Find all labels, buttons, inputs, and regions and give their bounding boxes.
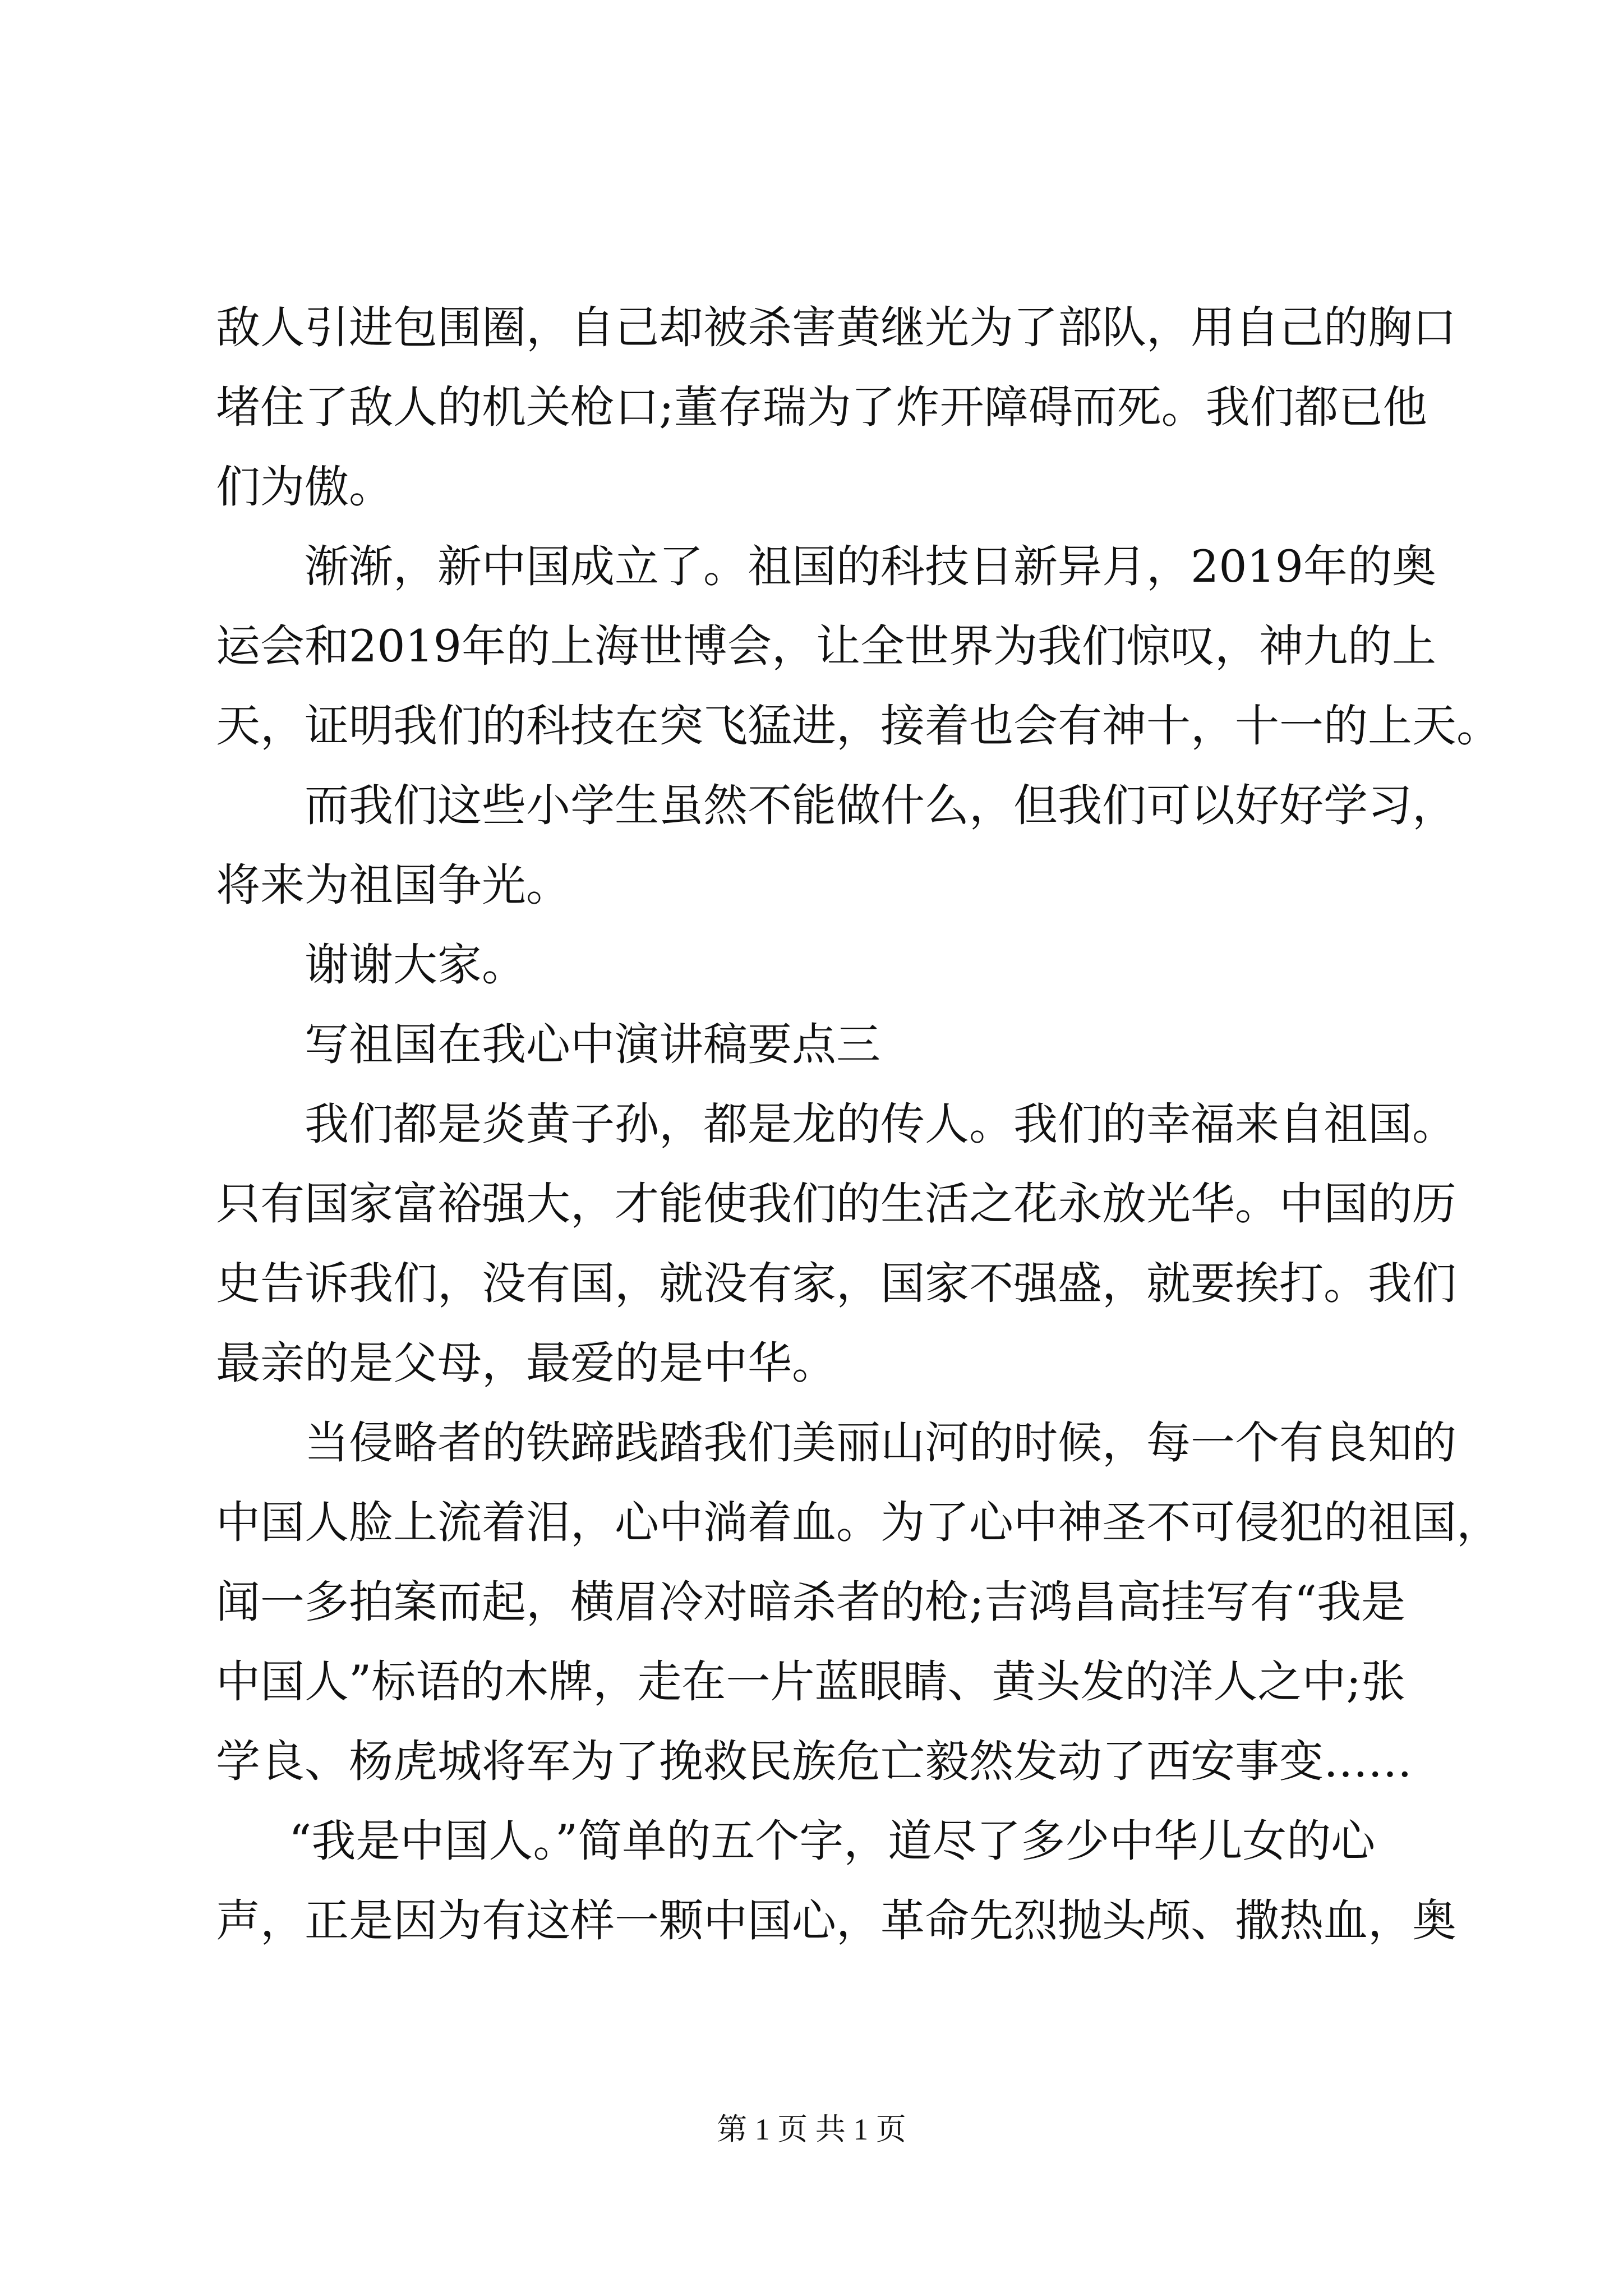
text-line: 将来为祖国争光。 (216, 859, 570, 911)
text-line: 声，正是因为有这样一颗中国心，革命先烈抛头颅、撒热血，奥 (216, 1895, 1456, 1947)
paragraph-first-line: 我们都是炎黄子孙，都是龙的传人。我们的幸福来自祖国。 (305, 1098, 1456, 1150)
text-line: 们为傲。 (216, 461, 393, 513)
text-line: 只有国家富裕强大，才能使我们的生活之花永放光华。中国的历 (216, 1178, 1456, 1230)
page-footer: 第 1 页 共 1 页 (717, 2113, 906, 2146)
text-line: 运会和2019年的上海世博会，让全世界为我们惊叹，神九的上 (216, 620, 1437, 672)
paragraph-first-line: 谢谢大家。 (305, 939, 526, 991)
paragraph-first-line: 当侵略者的铁蹄践踏我们美丽山河的时候，每一个有良知的 (305, 1417, 1456, 1469)
paragraph-first-line: 而我们这些小学生虽然不能做什么，但我们可以好好学习， (305, 780, 1456, 831)
text-line: 史告诉我们，没有国，就没有家，国家不强盛，就要挨打。我们 (216, 1258, 1456, 1309)
paragraph-first-line: “我是中国人。”简单的五个字，道尽了多少中华儿女的心 (289, 1815, 1376, 1867)
text-line: 敌人引进包围圈，自己却被杀害黄继光为了部队，用自己的胸口 (216, 302, 1456, 353)
paragraph-first-line: 渐渐，新中国成立了。祖国的科技日新异月，2019年的奥 (305, 541, 1437, 592)
text-line: 学良、杨虎城将军为了挽救民族危亡毅然发动了西安事变…… (216, 1736, 1412, 1787)
section-heading: 写祖国在我心中演讲稿要点三 (305, 1019, 880, 1070)
text-line: 闻一多拍案而起，横眉冷对暗杀者的枪;吉鸿昌高挂写有“我是 (216, 1576, 1406, 1628)
text-line: 天，证明我们的科技在突飞猛进，接着也会有神十，十一的上天。 (216, 700, 1501, 752)
text-line: 中国人脸上流着泪，心中淌着血。为了心中神圣不可侵犯的祖国， (216, 1497, 1501, 1548)
text-line: 中国人”标语的木牌，走在一片蓝眼睛、黄头发的洋人之中;张 (216, 1656, 1406, 1708)
text-line: 最亲的是父母，最爱的是中华。 (216, 1337, 836, 1389)
text-line: 堵住了敌人的机关枪口;董存瑞为了炸开障碍而死。我们都已他 (216, 381, 1427, 433)
